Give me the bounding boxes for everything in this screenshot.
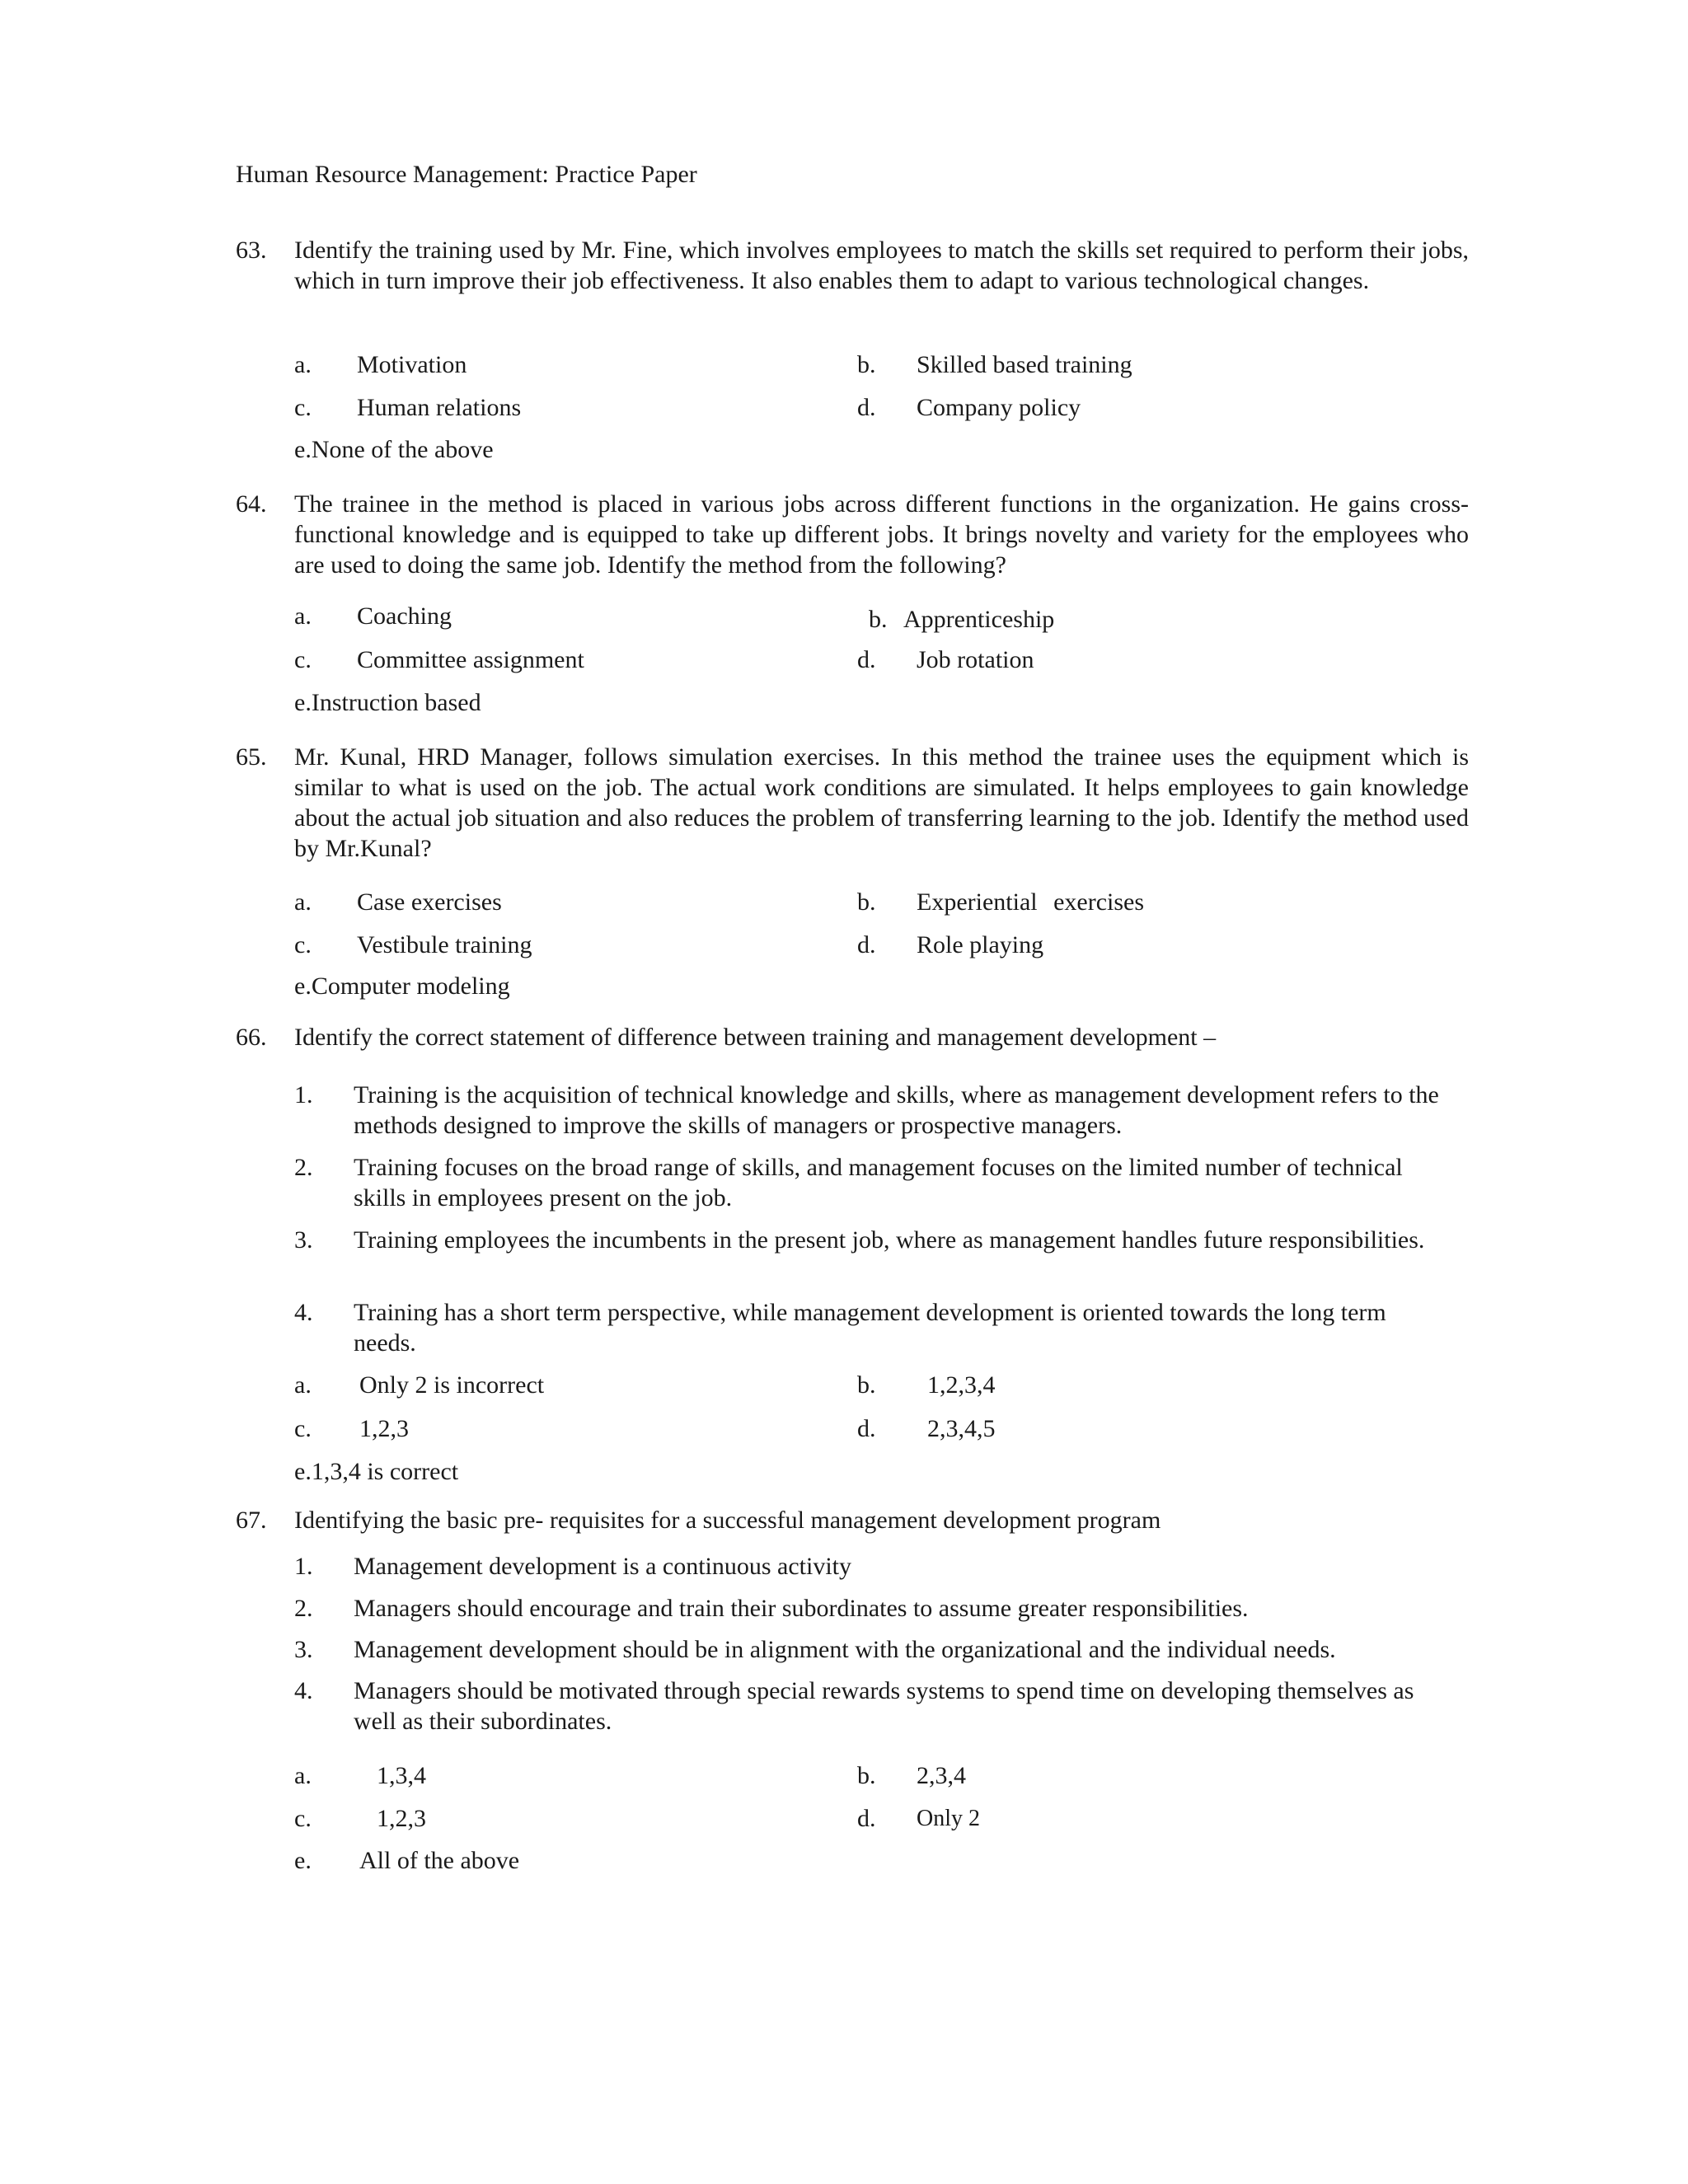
- option-letter: d.: [857, 1415, 876, 1442]
- option-letter: e.: [294, 1458, 312, 1485]
- option-d-text: Only 2: [917, 1806, 980, 1831]
- option-letter: c.: [294, 646, 312, 673]
- option-d-text: 2,3,4,5: [927, 1415, 996, 1442]
- option-d-text: Company policy: [917, 394, 1081, 421]
- option-d-text: Role playing: [917, 931, 1044, 958]
- option-letter: c.: [294, 394, 312, 421]
- option-e: [294, 971, 510, 1001]
- question-text: Identify the training used by Mr. Fine, which involves employees to match the skills set required to perform their jobs, which in turn improve their job effectiveness. It also enables them to adapt to various technological changes.: [294, 237, 1469, 294]
- statement-text: Management development should be in alignment with the organizational and the individual needs.: [354, 1636, 1336, 1663]
- option-letter: c.: [294, 1805, 312, 1832]
- option-e-text: 1,3,4 is correct: [311, 1458, 459, 1485]
- option-letter: b.: [857, 1762, 876, 1789]
- option-letter: d.: [857, 394, 876, 421]
- option-letter: a.: [294, 602, 312, 630]
- option-a-text: Only 2 is incorrect: [359, 1371, 545, 1399]
- statement-text: Training has a short term perspective, while management development is oriented towards the long term needs.: [354, 1299, 1386, 1357]
- question-number: 67.: [236, 1507, 267, 1534]
- question-text: Mr. Kunal, HRD Manager, follows simulation exercises. In this method the trainee uses the equipment which is similar to what is used on the job. The actual work conditions are simulated. It helps employees to gain knowledge about the actual job situation and also reduces the problem of transferring learning to the job. Identify the method used by Mr.Kunal?: [294, 743, 1469, 862]
- option-letter: a.: [294, 888, 312, 916]
- option-e-text: Instruction based: [311, 689, 481, 716]
- option-letter: a.: [294, 1371, 312, 1399]
- option-letter: c.: [294, 931, 312, 958]
- statement-number: 4.: [294, 1299, 313, 1326]
- option-c-text: Vestibule training: [357, 931, 532, 958]
- statement-number: 3.: [294, 1226, 313, 1254]
- option-e-text: Computer modeling: [311, 972, 510, 1000]
- option-b-text: Skilled based training: [917, 351, 1132, 378]
- statement-number: 4.: [294, 1677, 313, 1704]
- option-c-text: Committee assignment: [357, 646, 584, 673]
- option-letter: b.: [857, 888, 876, 916]
- page-header: Human Resource Management: Practice Paper: [236, 161, 697, 188]
- statement-text: Training is the acquisition of technical knowledge and skills, where as management development refers to the methods designed to improve the skills of managers or prospective managers.: [354, 1081, 1439, 1139]
- option-b-text: Experiential exercises: [917, 888, 1145, 916]
- statement-number: 1.: [294, 1553, 313, 1580]
- option-letter: c.: [294, 1415, 312, 1442]
- question-text: The trainee in the method is placed in various jobs across different functions in the organization. He gains cross-functional knowledge and is equipped to take up different jobs. It brings novelty and variety for the employees who are used to doing the same job. Identify the method from the following?: [294, 490, 1469, 579]
- option-c-text: 1,2,3: [359, 1415, 409, 1442]
- option-a-text: Case exercises: [357, 888, 502, 916]
- option-e: [294, 687, 481, 718]
- option-letter: e.: [294, 1847, 312, 1874]
- statement-text: Managers should encourage and train their subordinates to assume greater responsibilities.: [354, 1595, 1249, 1622]
- question-number: 63.: [236, 237, 267, 264]
- option-c-text: 1,2,3: [377, 1805, 426, 1832]
- question-number: 65.: [236, 743, 267, 771]
- statement-number: 1.: [294, 1081, 313, 1108]
- option-letter: a.: [294, 351, 312, 378]
- statement-text: Management development is a continuous activity: [354, 1553, 852, 1580]
- option-e-text: None of the above: [311, 436, 494, 463]
- question-text: Identifying the basic pre- requisites for a successful management development program: [294, 1507, 1161, 1534]
- option-a-text: 1,3,4: [377, 1762, 426, 1789]
- option-e-text: All of the above: [359, 1847, 520, 1874]
- question-number: 64.: [236, 490, 267, 518]
- option-b-text: Apprenticeship: [903, 606, 1055, 633]
- option-letter: b.: [857, 1371, 876, 1399]
- option-letter: e.: [294, 436, 312, 463]
- option-letter: e.: [294, 689, 312, 716]
- option-letter: a.: [294, 1762, 312, 1789]
- option-letter: d.: [857, 646, 876, 673]
- option-letter: b.: [869, 606, 888, 633]
- option-d-text: Job rotation: [917, 646, 1034, 673]
- statement-number: 2.: [294, 1595, 313, 1622]
- question-number: 66.: [236, 1024, 267, 1051]
- option-letter: b.: [857, 351, 876, 378]
- question-text: Identify the correct statement of difference between training and management development –: [294, 1024, 1217, 1051]
- statement-text: Training employees the incumbents in the present job, where as management handles future responsibilities.: [354, 1226, 1425, 1254]
- option-a-text: Motivation: [357, 351, 467, 378]
- option-e: [294, 1456, 458, 1487]
- option-letter: d.: [857, 931, 876, 958]
- option-e: [294, 434, 494, 465]
- statement-number: 3.: [294, 1636, 313, 1663]
- statement-text: Managers should be motivated through special rewards systems to spend time on developing themselves as well as their subordinates.: [354, 1677, 1414, 1735]
- option-letter: e.: [294, 972, 312, 1000]
- option-letter: d.: [857, 1805, 876, 1832]
- statement-text: Training focuses on the broad range of skills, and management focuses on the limited number of technical skills in employees present on the job.: [354, 1154, 1403, 1212]
- option-a-text: Coaching: [357, 602, 452, 630]
- option-b-text: 2,3,4: [917, 1762, 966, 1789]
- option-c-text: Human relations: [357, 394, 522, 421]
- option-b-text: 1,2,3,4: [927, 1371, 996, 1399]
- statement-number: 2.: [294, 1154, 313, 1181]
